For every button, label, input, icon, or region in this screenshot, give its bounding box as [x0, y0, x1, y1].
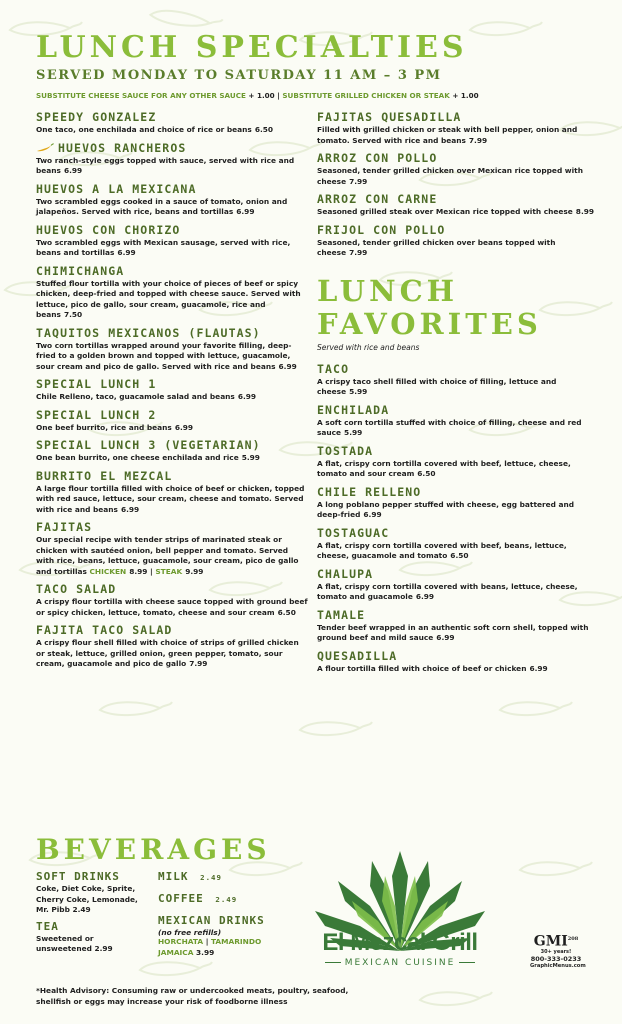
menu-item-name: SPECIAL LUNCH 1 [36, 377, 157, 391]
health-advisory: *Health Advisory: Consuming raw or undercooked meats, poultry, seafood, shellfish or eggs may increase your risk of foodborne illness [36, 986, 349, 1006]
jamaica-line: JAMAICA 3.99 [158, 947, 215, 957]
menu-item-name: FAJITAS QUESADILLA [317, 110, 462, 124]
menu-item-huevos-a-la-mexicana [36, 182, 308, 218]
menu-item-name: CHILE RELLENO [317, 484, 422, 499]
menu-item-description: One bean burrito, one cheese enchilada and rice 5.99 [36, 453, 260, 462]
menu-item-price: 6.99 [120, 504, 140, 514]
coffee-item: COFFEE 2.49 [158, 892, 238, 905]
tea-desc: Sweetened or unsweetened 2.99 [36, 933, 113, 953]
menu-item-name: QUESADILLA [317, 648, 398, 663]
menu-item-name: SPECIAL LUNCH 3 (VEGETARIAN) [36, 438, 261, 452]
menu-item-description: Seasoned, tender grilled chicken over Mexican rice topped with cheese 7.99 [317, 166, 583, 186]
logo-tagline: MEXICAN CUISINE [312, 958, 488, 968]
option-label: STEAK [155, 566, 183, 576]
menu-item-description: A large flour tortilla filled with choice of beef or chicken, topped with red sauce, lettuce, sour cream, cheese and tomato. Served with rice and beans 6.99 [36, 483, 305, 514]
menu-item-name: FAJITAS [36, 520, 93, 534]
page-title: LUNCH SPECIALTIES [36, 30, 468, 65]
menu-item-name: TAQUITOS MEXICANOS (FLAUTAS) [36, 325, 261, 340]
menu-item-fajitas-quesadilla [317, 110, 597, 146]
menu-item-price: 6.99 [436, 633, 455, 642]
menu-item-taquitos-mexicanos-flautas [36, 326, 308, 373]
beverages-title: BEVERAGES [36, 833, 271, 866]
menu-item-description: A long poblano pepper stuffed with cheese, egg battered and deep-fried 6.99 [317, 499, 575, 519]
menu-item-description: Filled with grilled chicken or steak with bell pepper, onion and tomato. Served with rice and beans 7.99 [317, 125, 578, 145]
menu-item-tamale [317, 608, 597, 644]
menu-item-speedy-gonzalez [36, 110, 308, 136]
served-hours: SERVED MONDAY TO SATURDAY 11 AM – 3 PM [36, 68, 442, 83]
gmi-site: GraphicMenus.com [530, 962, 586, 969]
menu-item-name: FAJITA TACO SALAD [36, 623, 173, 637]
menu-item-price: 6.99 [529, 663, 548, 673]
menu-item-name: HUEVOS A LA MEXICANA [36, 181, 197, 196]
menu-item-description: Seasoned, tender grilled chicken over beans topped with cheese 7.99 [317, 237, 556, 257]
gmi-phone: 800-333-0233 [530, 954, 582, 963]
menu-item-price: 7.99 [349, 176, 368, 186]
mexican-drinks-list: HORCHATA | TAMARINDO [158, 937, 262, 946]
menu-item-name: ARROZ CON CARNE [317, 192, 438, 206]
menu-item-name: TOSTADA [317, 443, 374, 458]
menu-item-price: 6.50 [450, 551, 469, 560]
menu-item-enchilada [317, 403, 597, 439]
menu-item-price: 6.99 [236, 207, 255, 216]
option-label: CHICKEN [89, 566, 127, 576]
menu-item-price: 6.50 [277, 607, 296, 617]
gmi-mark: GMI$^{208}$ [533, 933, 579, 950]
menu-item-price: 5.99 [344, 428, 363, 437]
favorites-note: Served with rice and beans [317, 342, 420, 352]
menu-item-name: HUEVOS CON CHORIZO [36, 222, 181, 237]
menu-item-name: TAMALE [317, 607, 366, 622]
menu-item-price: 7.99 [349, 248, 368, 257]
logo-name: El Mezcal Grill [322, 929, 478, 956]
option-price: 8.99 [129, 566, 148, 576]
menu-item-description: A flat, crispy corn tortilla covered with beans, lettuce, cheese, tomato and guacamole 6.99 [317, 581, 578, 601]
menu-item-description: Two scrambled eggs with Mexican sausage, served with rice, beans and tortillas 6.99 [36, 237, 291, 257]
menu-item-name: ENCHILADA [317, 402, 390, 417]
menu-item-price: 5.99 [241, 453, 260, 462]
menu-item-price: 6.99 [278, 361, 297, 371]
menu-item-description: Our special recipe with tender strips of marinated steak or chicken with sautéed onion, bell pepper and tomato. Served with rice, beans, lettuce, guacamole, sour cream, pico de gallo and tortillas CHICKEN 8.99 | STEAK 9.99 [36, 535, 299, 576]
menu-item-description: Chile Relleno, taco, guacamole salad and beans 6.99 [36, 392, 257, 401]
menu-item-huevos-con-chorizo [36, 223, 308, 259]
menu-item-frijol-con-pollo [317, 223, 597, 259]
menu-item-description: A soft corn tortilla stuffed with choice of filling, cheese and red sauce 5.99 [317, 417, 582, 437]
menu-item-description: One taco, one enchilada and choice of rice or beans 6.50 [36, 125, 274, 134]
soft-drinks-desc: Coke, Diet Coke, Sprite, Cherry Coke, Lemonade, Mr. Pibb 2.49 [36, 884, 138, 914]
menu-item-fajitas [36, 520, 308, 577]
menu-item-description: Seasoned grilled steak over Mexican rice topped with cheese 8.99 [317, 207, 595, 216]
menu-item-huevos-rancheros [36, 141, 308, 177]
menu-item-price: 6.99 [415, 592, 435, 601]
menu-item-tostada [317, 444, 597, 480]
menu-item-burrito-el-mezcal [36, 469, 308, 516]
menu-item-description: One beef burrito, rice and beans 6.99 [36, 422, 194, 432]
menu-item-name: SPEEDY GONZALEZ [36, 110, 157, 124]
tea-name: TEA [36, 919, 59, 933]
menu-item-price: 6.99 [174, 422, 194, 432]
menu-item-special-lunch-2 [36, 408, 308, 434]
menu-item-name: TOSTAGUAC [317, 525, 390, 540]
menu-item-description: A flat, crispy corn tortilla covered with beef, lettuce, cheese, tomato and sour cream 6.50 [317, 458, 571, 478]
menu-item-description: Stuffed flour tortilla with your choice of pieces of beef or spicy chicken, deep-fried and topped with cheese sauce. Served with lettuce, pico de gallo, sour cream, guacamole, rice and beans 7.50 [36, 278, 301, 319]
menu-item-price: 7.99 [189, 659, 208, 668]
favorites-title-line1: LUNCH [317, 273, 459, 308]
menu-item-description: Tender beef wrapped in an authentic soft corn shell, topped with ground beef and mild sauce 6.99 [317, 622, 589, 642]
favorites-title-line2: FAVORITES [317, 306, 542, 341]
menu-item-quesadilla [317, 649, 597, 675]
menu-item-taco [317, 362, 597, 398]
lunch-specialties-left-column [36, 110, 308, 675]
menu-item-description: A crispy flour shell filled with choice of strips of grilled chicken or steak, lettuce, grilled onion, green pepper, tomato, sour cream, guacamole and pico de gallo 7.99 [36, 638, 299, 668]
chili-pepper-icon [36, 143, 54, 153]
menu-item-price: 6.99 [63, 166, 83, 175]
option-price: 9.99 [185, 566, 204, 576]
menu-item-arroz-con-pollo [317, 151, 597, 187]
menu-item-description: Two scrambled eggs cooked in a sauce of tomato, onion and jalapeños. Served with rice, beans and tortillas 6.99 [36, 196, 288, 216]
menu-item-name: TACO SALAD [36, 582, 117, 596]
menu-item-name: ARROZ CON POLLO [317, 151, 438, 165]
menu-item-name: FRIJOL CON POLLO [317, 222, 446, 237]
menu-item-chile-relleno [317, 485, 597, 521]
menu-item-price: 6.50 [417, 469, 436, 478]
gmi-badge [530, 932, 586, 969]
menu-item-price: 7.50 [63, 310, 83, 319]
menu-item-description: A flour tortilla filled with choice of beef or chicken 6.99 [317, 663, 548, 673]
menu-item-name: CHALUPA [317, 566, 374, 581]
milk-item: MILK 2.49 [158, 870, 222, 883]
soft-drinks-name: SOFT DRINKS [36, 870, 120, 883]
gmi-years: 30+ years! [540, 948, 572, 955]
menu-item-name: SPECIAL LUNCH 2 [36, 407, 157, 422]
menu-item-price: 6.99 [237, 392, 257, 401]
lunch-specialties-right-column [317, 110, 597, 679]
menu-item-price: 5.99 [349, 387, 368, 396]
menu-item-special-lunch-1 [36, 377, 308, 403]
menu-item-price: 6.99 [117, 248, 136, 257]
menu-item-name: TACO [317, 361, 350, 376]
menu-item-description: Two ranch-style eggs topped with sauce, served with rice and beans 6.99 [36, 155, 295, 175]
mexican-drinks-name: MEXICAN DRINKS [158, 914, 265, 927]
menu-item-description: A crispy flour tortilla with cheese sauce topped with ground beef or spicy chicken, lettuce, tomato, cheese and sour cream 6.50 [36, 597, 308, 617]
beverages-column-1 [36, 870, 151, 959]
substitute-note: SUBSTITUTE CHEESE SAUCE FOR ANY OTHER SAUCE + 1.00 | SUBSTITUTE GRILLED CHICKEN OR STEAK + 1.00 [36, 91, 479, 100]
menu-item-price: 8.99 [575, 207, 595, 216]
menu-item-name: CHIMICHANGA [36, 263, 125, 278]
menu-item-description: A flat, crispy corn tortilla covered with beef, beans, lettuce, cheese, guacamole and tomato 6.50 [317, 540, 567, 560]
menu-item-price: 7.99 [468, 135, 488, 145]
menu-item-tostaguac [317, 526, 597, 562]
menu-item-chalupa [317, 567, 597, 603]
menu-item-fajita-taco-salad [36, 623, 308, 670]
menu-item-taco-salad [36, 582, 308, 618]
soft-drinks-price: 2.49 [72, 905, 91, 914]
menu-item-price: 6.99 [363, 510, 382, 519]
tea-price: 2.99 [94, 944, 113, 953]
beverages-column-2 [158, 870, 308, 962]
menu-item-name: HUEVOS RANCHEROS [36, 141, 308, 156]
lunch-favorites-title [317, 275, 597, 341]
menu-item-chimichanga [36, 264, 308, 321]
menu-item-description: A crispy taco shell filled with choice of filling, lettuce and cheese 5.99 [317, 376, 557, 396]
menu-item-arroz-con-carne [317, 192, 597, 218]
menu-item-description: Two corn tortillas wrapped around your favorite filling, deep-fried to a golden brown and topped with lettuce, guacamole, sour cream and pico de gallo. Served with rice and beans 6.99 [36, 340, 297, 371]
menu-item-special-lunch-3-vegetarian [36, 438, 308, 464]
menu-item-name: BURRITO EL MEZCAL [36, 468, 173, 483]
mexican-drinks-note: (no free refills) [158, 928, 222, 937]
menu-item-price: 6.50 [254, 125, 274, 134]
